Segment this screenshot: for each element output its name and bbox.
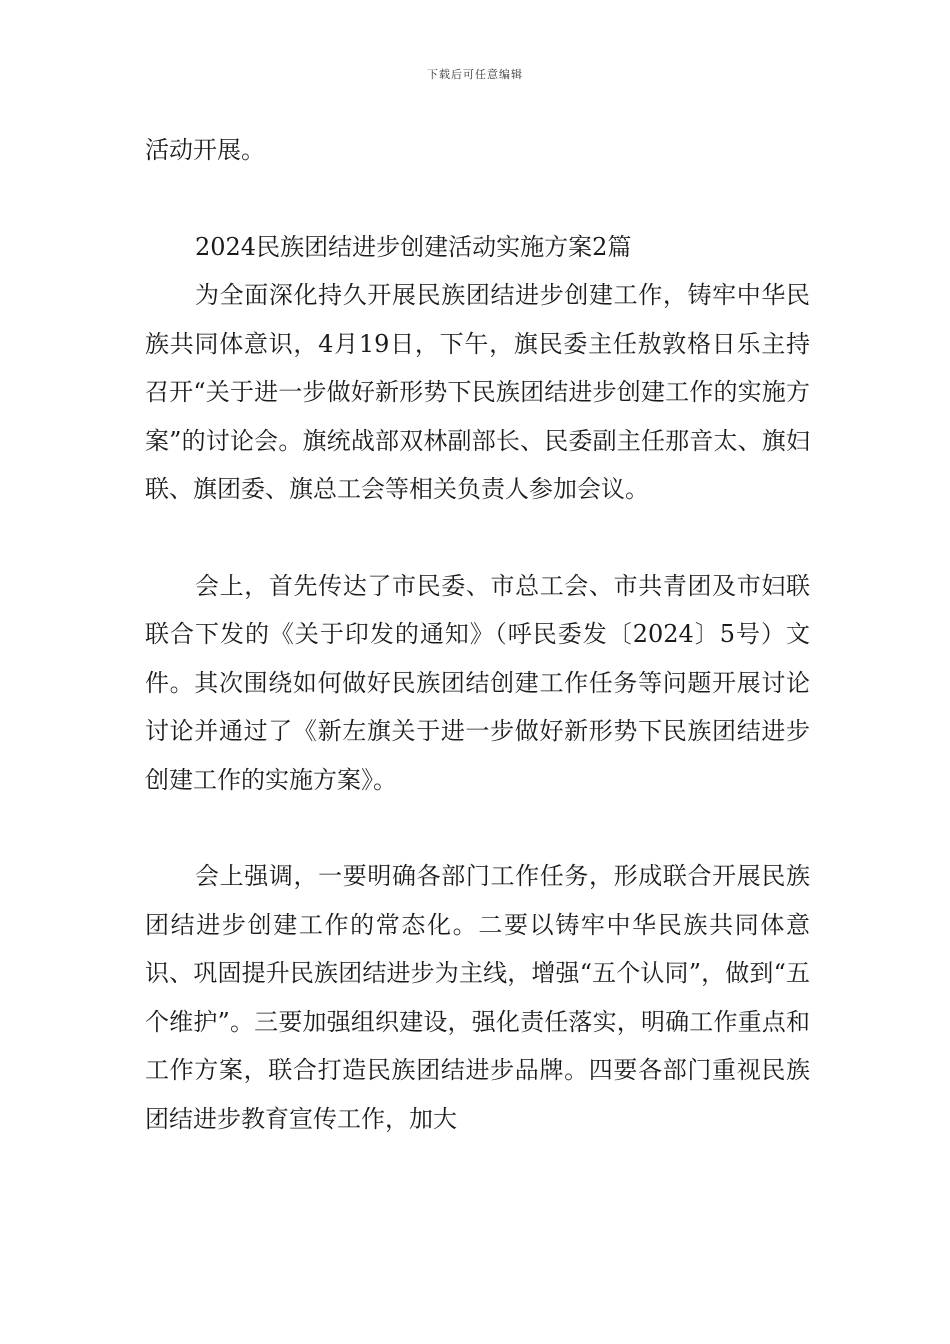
paragraph-gap	[145, 804, 810, 852]
paragraph-1: 为全面深化持久开展民族团结进步创建工作，铸牢中华民族共同体意识，4月19日，下午，旗民委主任敖敦格日乐主持召开“关于进一步做好新形势下民族团结进步创建工作的实施方案”的讨论会。旗统战部双林副部长、民委副主任那音太、旗妇联、旗团委、旗总工会等相关负责人参加会议。	[145, 281, 810, 503]
paragraph-3: 会上强调，一要明确各部门工作任务，形成联合开展民族团结进步创建工作的常态化。二要以铸牢中华民族共同体意识、巩固提升民族团结进步为主线，增强“五个认同”，做到“五个维护”。三要加强组织建设，强化责任落实，明确工作重点和工作方案，联合打造民族团结进步品牌。四要各部门重视民族团结进步教育宣传工作，加大	[145, 862, 810, 1133]
paragraph-gap	[145, 514, 810, 562]
paragraph-2: 会上，首先传达了市民委、市总工会、市共青团及市妇联联合下发的《关于印发的通知》（呼民委发〔2024〕5号）文件。其次围绕如何做好民族团结创建工作任务等问题开展讨论讨论并通过了《新左旗关于进一步做好新形势下民族团结进步创建工作的实施方案》。	[145, 571, 810, 794]
document-body	[145, 126, 810, 1143]
paragraph-gap	[145, 175, 810, 223]
lead-fragment: 活动开展。	[145, 136, 265, 164]
page-header-note: 下载后可任意编辑	[427, 68, 523, 81]
document-title: 2024民族团结进步创建活动实施方案2篇	[195, 232, 632, 261]
